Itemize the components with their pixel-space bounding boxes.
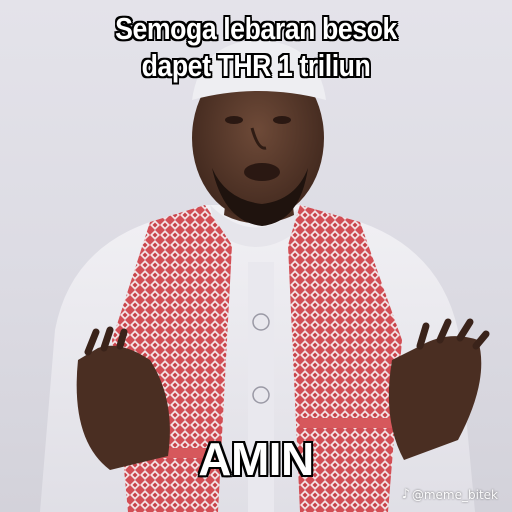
bottom-caption: AMIN [198, 433, 314, 485]
mouth [244, 163, 280, 181]
top-caption [36, 10, 476, 84]
scarf-band-right [300, 418, 392, 428]
watermark [402, 487, 498, 502]
eye-right [273, 116, 291, 124]
tiktok-icon: ♪ [401, 487, 410, 502]
top-caption-line-2: dapet THR 1 triliun [141, 48, 371, 83]
eye-left [225, 116, 243, 124]
watermark-handle: @meme_bitek [411, 487, 498, 502]
top-caption-line-1: Semoga lebaran besok [115, 11, 397, 46]
